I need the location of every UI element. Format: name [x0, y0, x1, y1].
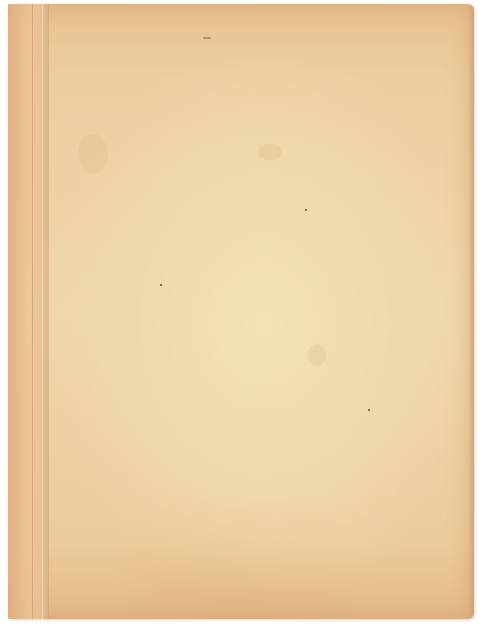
paper-speck — [305, 209, 307, 211]
paper-speck — [368, 409, 370, 411]
blank-aged-page — [8, 4, 474, 619]
spine-fold-highlight — [42, 4, 43, 619]
paper-speck — [160, 284, 162, 286]
page-edge-shadow — [468, 4, 474, 619]
spine-fold-line — [48, 4, 49, 619]
paper-stain — [308, 344, 326, 366]
paper-mark — [203, 37, 211, 39]
paper-stain — [258, 144, 282, 160]
spine-fold-line — [32, 4, 33, 619]
paper-stain — [78, 134, 108, 174]
